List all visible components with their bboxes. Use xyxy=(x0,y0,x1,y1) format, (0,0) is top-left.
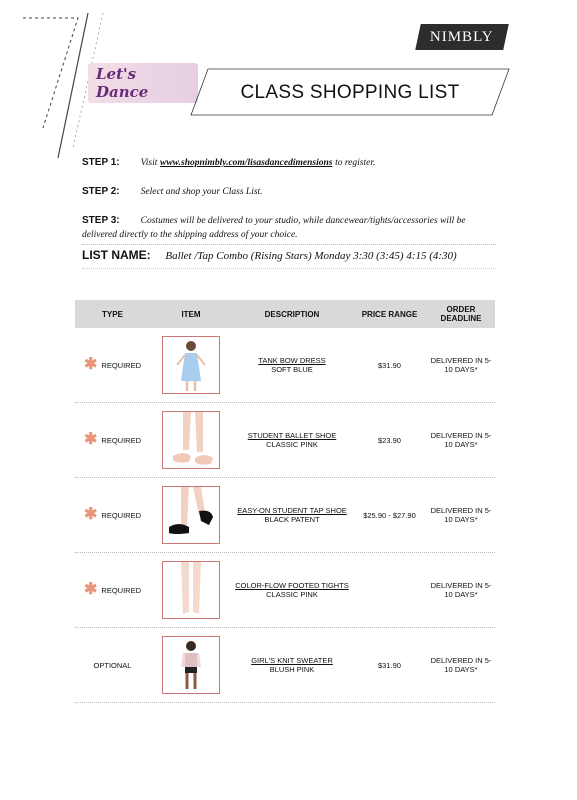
product-color: CLASSIC PINK xyxy=(266,590,318,599)
step-text: Select and shop your Class List. xyxy=(140,187,263,197)
step-1 xyxy=(82,156,500,170)
step-text: to register. xyxy=(335,158,376,168)
brand-text: NIMBLY xyxy=(430,28,494,45)
price: $31.90 xyxy=(378,360,401,370)
register-link[interactable]: www.shopnimbly.com/lisasdancedimensions xyxy=(160,158,333,168)
step-label: STEP 2: xyxy=(82,186,120,197)
step-label: STEP 1: xyxy=(82,157,120,168)
list-name-value: Ballet /Tap Combo (Rising Stars) Monday 3:30 (3:45) 4:15 (4:30) xyxy=(165,250,457,262)
required-asterisk-icon: ✱ xyxy=(84,356,98,373)
deadline: DELIVERED IN 5-10 DAYS* xyxy=(430,581,492,599)
product-image-sweater[interactable] xyxy=(162,636,220,694)
logo-text: Let's Dance xyxy=(88,63,198,103)
product-image-tights[interactable] xyxy=(162,561,220,619)
header-deadline: ORDER DEADLINE xyxy=(440,305,482,323)
title-box xyxy=(190,68,510,116)
required-asterisk-icon: ✱ xyxy=(84,506,98,523)
studio-logo xyxy=(18,8,198,178)
table-row xyxy=(75,553,495,628)
product-image-tap-shoe[interactable] xyxy=(162,486,220,544)
list-name-label: LIST NAME: xyxy=(82,248,151,262)
table-row xyxy=(75,478,495,553)
required-asterisk-icon: ✱ xyxy=(84,431,98,448)
product-image-ballet-shoe[interactable] xyxy=(162,411,220,469)
table-row xyxy=(75,628,495,703)
divider xyxy=(82,268,496,269)
deadline: DELIVERED IN 5-10 DAYS* xyxy=(430,656,492,674)
header-description: DESCRIPTION xyxy=(264,309,320,319)
price: $23.90 xyxy=(378,435,401,445)
required-asterisk-icon: ✱ xyxy=(84,581,98,598)
product-link[interactable]: TANK BOW DRESS xyxy=(258,356,326,365)
product-link[interactable]: COLOR-FLOW FOOTED TIGHTS xyxy=(235,581,349,590)
deadline: DELIVERED IN 5-10 DAYS* xyxy=(430,506,492,524)
table-header xyxy=(75,300,495,328)
product-color: BLACK PATENT xyxy=(264,515,320,524)
product-image-dress[interactable] xyxy=(162,336,220,394)
step-3 xyxy=(82,214,500,242)
item-type: REQUIRED xyxy=(101,510,141,520)
item-type: REQUIRED xyxy=(101,360,141,370)
product-link[interactable]: STUDENT BALLET SHOE xyxy=(247,431,337,440)
item-type: OPTIONAL xyxy=(93,660,132,670)
product-link[interactable]: EASY-ON STUDENT TAP SHOE xyxy=(237,506,347,515)
shopping-table xyxy=(75,300,495,703)
step-label: STEP 3: xyxy=(82,215,120,226)
step-text: Costumes will be delivered to your studio, while dancewear/tights/accessories will be delivered directly to the shipping address of your choice. xyxy=(82,216,466,240)
product-link[interactable]: GIRL'S KNIT SWEATER xyxy=(251,656,333,665)
product-color: CLASSIC PINK xyxy=(266,440,318,449)
step-2 xyxy=(82,185,500,199)
list-name xyxy=(82,244,496,262)
page-title: CLASS SHOPPING LIST xyxy=(240,82,460,103)
steps-section xyxy=(82,156,500,257)
table-row xyxy=(75,328,495,403)
deadline: DELIVERED IN 5-10 DAYS* xyxy=(430,431,492,449)
deadline: DELIVERED IN 5-10 DAYS* xyxy=(430,356,492,374)
brand-logo xyxy=(415,24,509,50)
table-row xyxy=(75,403,495,478)
header-price: PRICE RANGE xyxy=(361,309,418,319)
item-type: REQUIRED xyxy=(101,585,141,595)
product-color: SOFT BLUE xyxy=(271,365,313,374)
header-item: ITEM xyxy=(181,309,201,319)
header-type: TYPE xyxy=(102,309,123,319)
price: $25.90 - $27.90 xyxy=(363,510,416,520)
step-text: Visit xyxy=(140,158,158,168)
item-type: REQUIRED xyxy=(101,435,141,445)
price: $31.90 xyxy=(378,660,401,670)
product-color: BLUSH PINK xyxy=(269,665,315,674)
